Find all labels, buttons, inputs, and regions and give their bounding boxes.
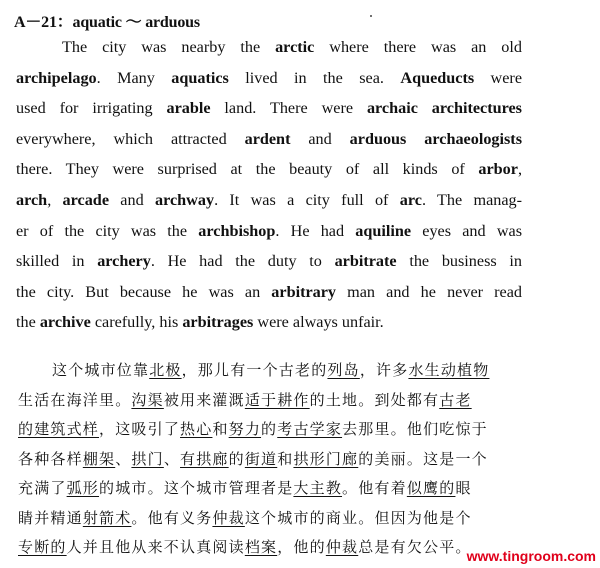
chinese-line (18, 478, 524, 498)
english-line (16, 282, 522, 302)
vocab-word: Aqueducts (400, 68, 475, 87)
text-run: everywhere, which attracted (16, 129, 245, 148)
text-run: 人并且他从来不认真阅读 (66, 538, 245, 556)
text-run: and (109, 191, 155, 209)
text-run: there. They were surprised at the beauty of all kinds of (16, 160, 479, 179)
text-run: . Many (96, 68, 172, 87)
text-run: 。他有义务 (131, 508, 213, 527)
text-run: and (290, 129, 350, 148)
underlined-term: 专断的 (18, 538, 67, 556)
underlined-term: 档案 (244, 538, 278, 556)
chinese-line (18, 449, 524, 469)
english-line (16, 190, 522, 210)
text-run: . He had (275, 221, 356, 240)
text-run: , (47, 191, 63, 209)
underlined-term: 街道 (244, 449, 278, 468)
text-run: 睛并精通 (18, 508, 83, 527)
text-run: 总是有欠公平。 (358, 538, 472, 556)
vocab-word: arbor (478, 160, 518, 179)
underlined-term: 拱形门廊 (293, 449, 359, 468)
text-run: 、 (115, 449, 132, 468)
english-line (62, 37, 522, 57)
text-run: ，那儿有一个古老的 (181, 361, 328, 379)
vocab-word: archbishop (198, 221, 276, 240)
text-run: 被用来灌溉 (163, 390, 245, 409)
text-run: carefully, his (90, 313, 183, 332)
text-run: 。他有着 (342, 479, 407, 497)
vocab-word: aquiline (355, 221, 412, 240)
underlined-term: 射箭术 (82, 508, 132, 527)
text-run: 眼 (455, 479, 472, 497)
text-run: . It was a city full of (214, 191, 400, 209)
underlined-term: 热心 (180, 420, 213, 438)
underlined-term: 水生动植物 (408, 361, 490, 379)
underlined-term: 仲裁 (325, 538, 359, 556)
vocab-word: arcade (62, 191, 109, 209)
text-run: . The manag- (421, 191, 523, 209)
vocab-word: arbitrages (182, 313, 254, 332)
chinese-line (18, 419, 524, 439)
text-run: where there was an old (314, 38, 522, 56)
vocab-word: arbitrate (334, 252, 397, 271)
english-line (16, 312, 522, 332)
underlined-term: 的建筑式样 (18, 420, 100, 438)
underlined-term: 北极 (149, 361, 182, 379)
vocab-word: archaic architectures (366, 99, 522, 118)
chinese-line (18, 508, 524, 528)
text-run: 和 (277, 449, 294, 468)
underlined-term: 列岛 (327, 361, 360, 379)
chinese-line (52, 360, 524, 380)
section-heading: A－21：aquatic ～ arduous (14, 14, 200, 31)
watermark-url: www.tingroom.com (466, 548, 596, 564)
text-run: ，他的 (277, 538, 326, 556)
english-line (16, 129, 522, 149)
vocab-word: arable (166, 99, 211, 118)
text-run: ，许多 (359, 361, 409, 379)
text-run: The city was nearby the (62, 38, 276, 56)
text-run: 的 (261, 420, 278, 438)
text-run: 的土地。到处都有 (309, 390, 440, 409)
vocab-word: arch (16, 191, 48, 209)
vocab-word: archway (155, 191, 215, 209)
english-line (16, 159, 522, 179)
underlined-term: 考古学家 (277, 420, 343, 438)
underlined-term: 大主教 (293, 479, 343, 497)
text-run: . He had the duty to (150, 252, 335, 271)
text-run: 这个城市位靠 (52, 361, 150, 379)
text-run: 、 (163, 449, 181, 468)
text-run: were always unfair. (253, 313, 384, 332)
text-run: the (16, 313, 40, 332)
text-run: the business in (396, 252, 522, 271)
vocab-word: arbitrary (271, 282, 337, 301)
text-run: land. There were (210, 99, 367, 118)
scan-speck (370, 15, 372, 17)
underlined-term: 努力 (228, 420, 262, 438)
chinese-line (18, 390, 524, 410)
vocab-word: archive (39, 313, 91, 332)
text-run: 去那里。他们吃惊于 (342, 420, 488, 438)
underlined-term: 拱门 (131, 449, 164, 468)
underlined-term: 适于耕作 (244, 390, 310, 409)
english-line (16, 251, 522, 271)
text-run: the city. But because he was an (16, 282, 272, 301)
text-run: 的城市。这个城市管理者是 (99, 479, 294, 497)
underlined-term: 似鹰的 (406, 479, 456, 497)
text-run: 生活在海洋里。 (18, 390, 132, 409)
text-run: eyes and was (411, 221, 523, 240)
vocab-word: archipelago (16, 68, 97, 87)
text-run: ，这吸引了 (99, 420, 181, 438)
english-line (16, 68, 522, 88)
text-run: skilled in (16, 252, 98, 271)
text-run: 充满了 (18, 479, 67, 497)
underlined-term: 古老 (439, 390, 472, 409)
vocab-word: archery (97, 252, 151, 271)
text-run: er of the city was the (16, 221, 199, 240)
text-run: man and he never read (336, 282, 522, 301)
text-run: were (474, 68, 523, 87)
english-line (16, 98, 522, 118)
chinese-line (18, 537, 524, 557)
text-run: 的美丽。这是一个 (358, 449, 488, 468)
vocab-word: arc (399, 191, 422, 209)
underlined-term: 有拱廊 (180, 449, 229, 468)
underlined-term: 棚架 (82, 449, 116, 468)
text-run: lived in the sea. (228, 68, 401, 87)
vocab-word: ardent (244, 129, 291, 148)
vocab-word: aquatics (171, 68, 229, 87)
vocab-word: arduous archaeologists (349, 129, 522, 148)
english-line (16, 221, 522, 241)
underlined-term: 沟渠 (131, 390, 164, 409)
text-run: used for irrigating (16, 99, 167, 118)
text-run: 和 (212, 420, 229, 438)
text-run: 这个城市的商业。但因为他是个 (244, 508, 472, 527)
underlined-term: 弧形 (66, 479, 100, 497)
text-run: , (517, 160, 522, 179)
underlined-term: 仲裁 (212, 508, 245, 527)
text-run: 的 (228, 449, 245, 468)
text-run: 各种各样 (18, 449, 83, 468)
vocab-word: arctic (275, 38, 315, 56)
